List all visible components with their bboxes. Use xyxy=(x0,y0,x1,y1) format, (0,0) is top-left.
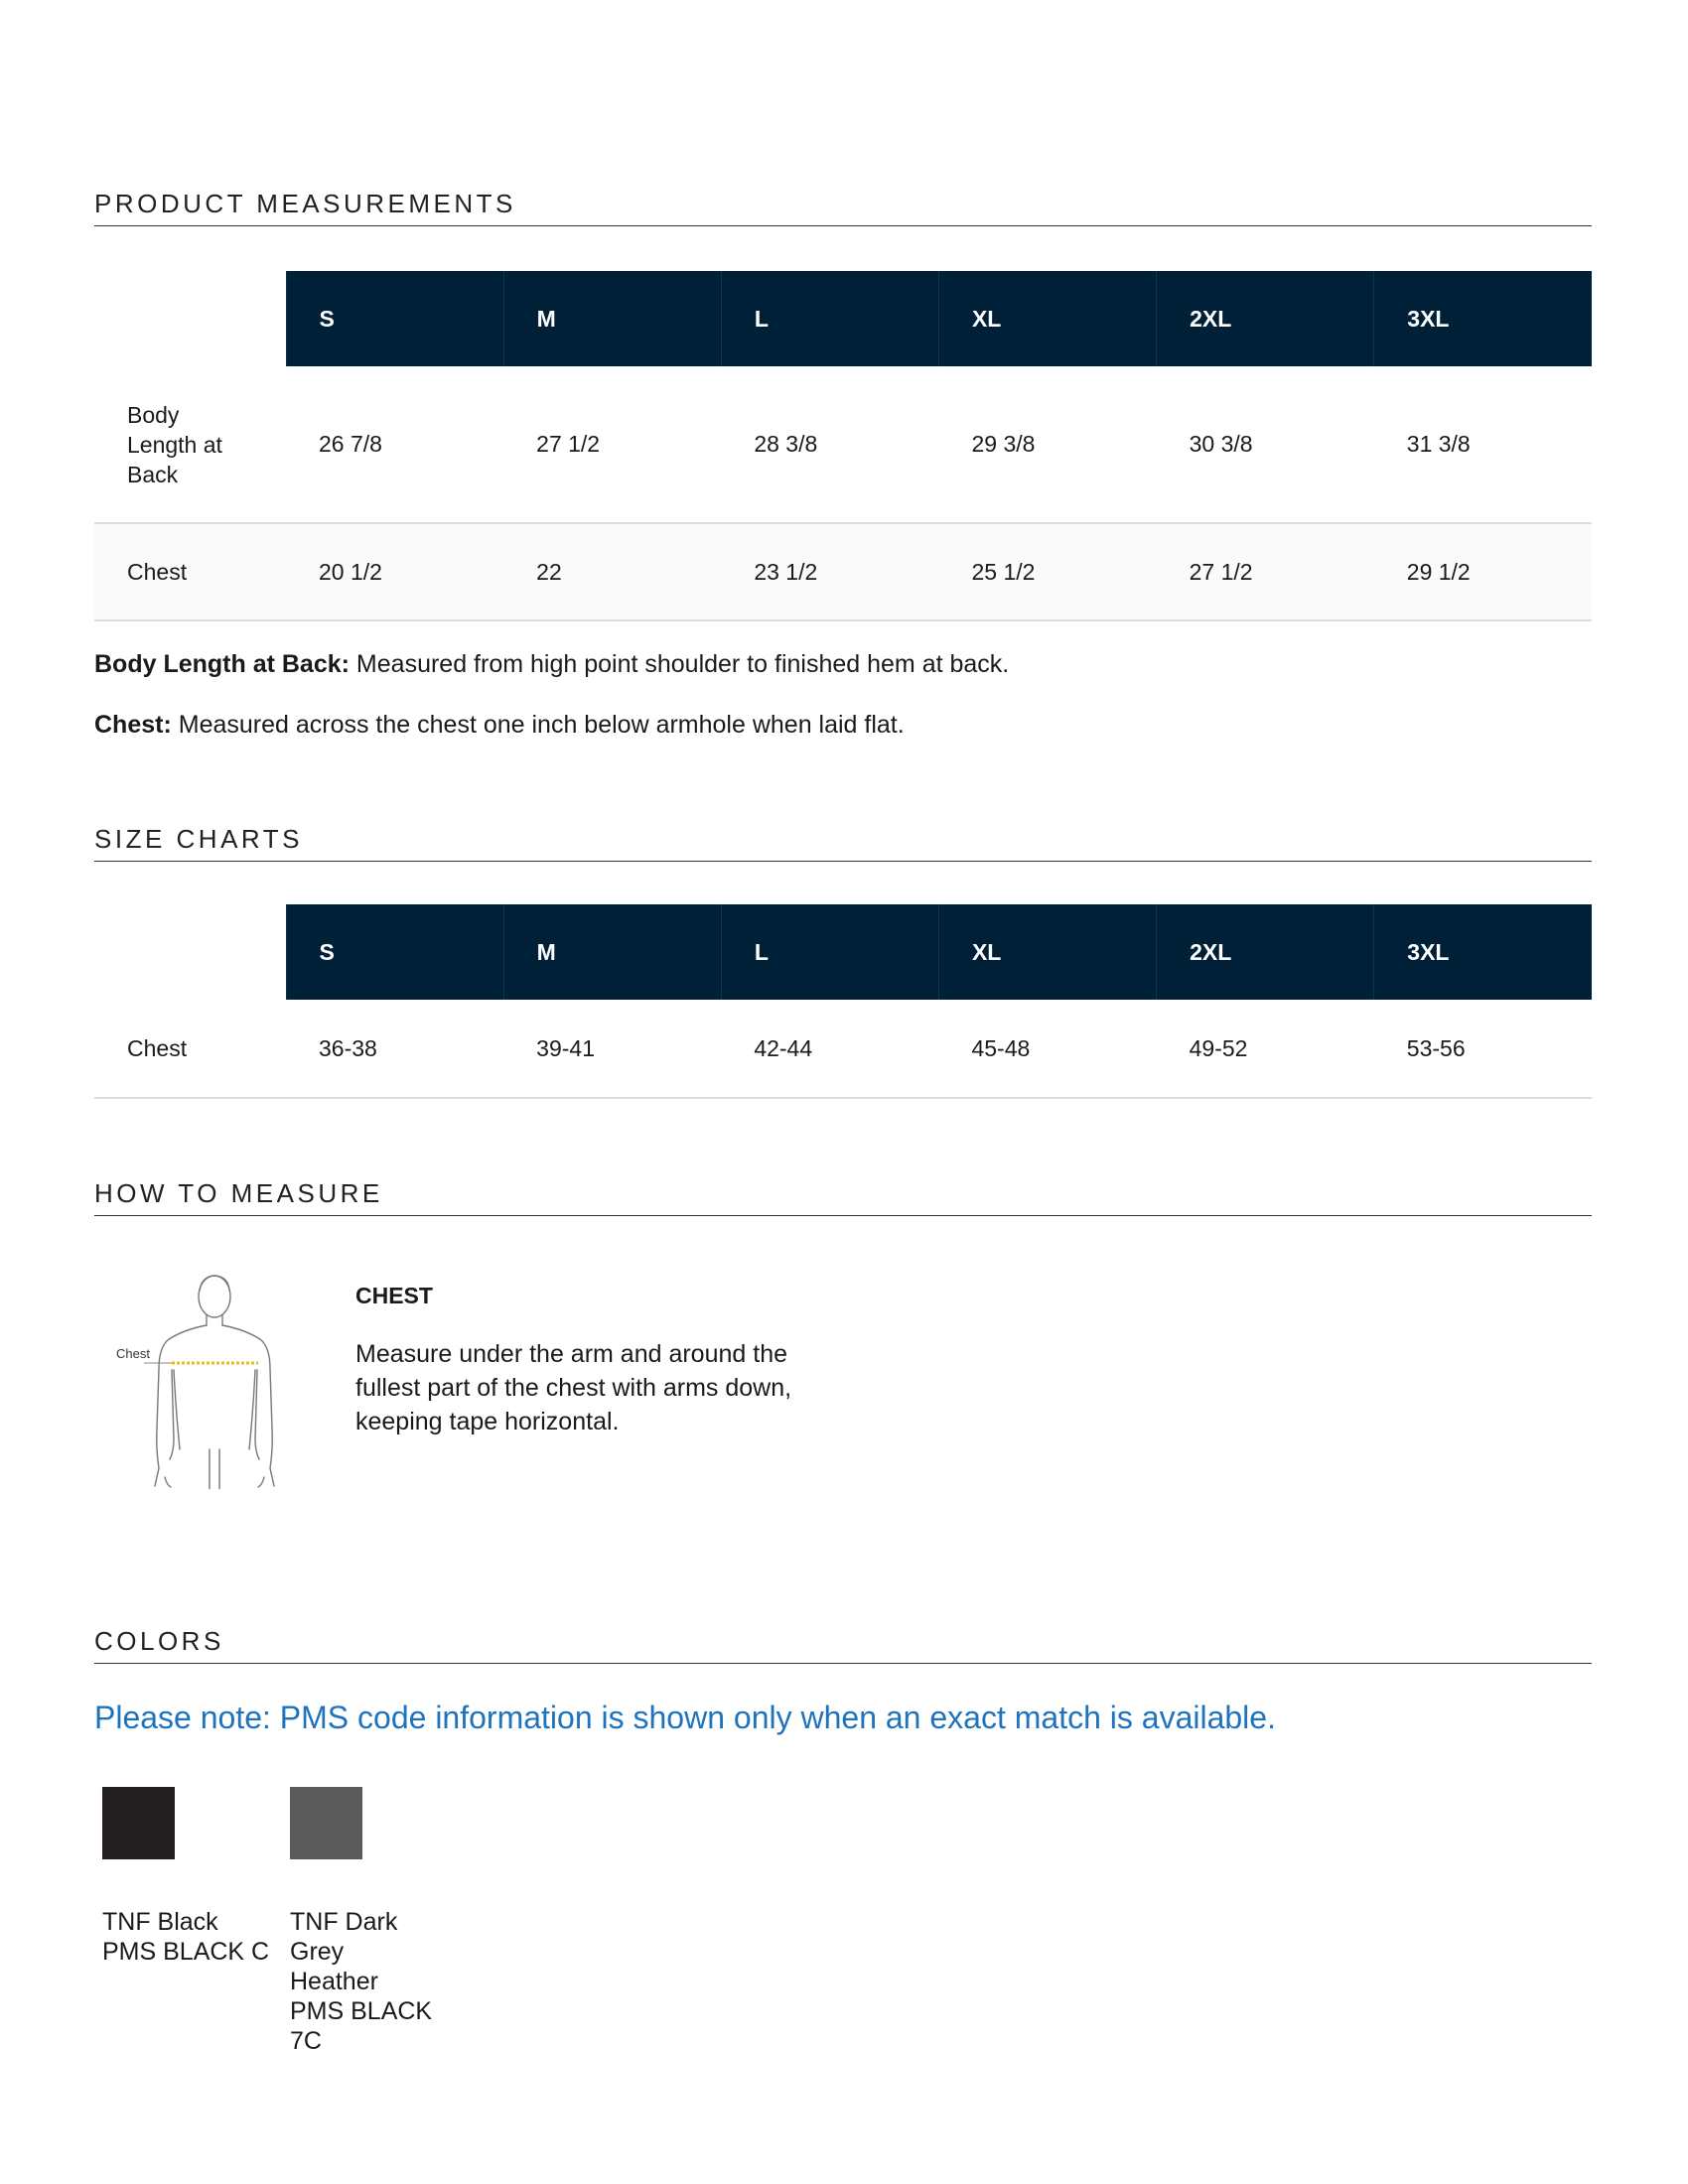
table-cell: 45-48 xyxy=(938,1000,1156,1098)
color-swatches xyxy=(94,1787,459,2056)
table-row xyxy=(94,523,1592,620)
table-row xyxy=(94,1000,1592,1098)
row-label: Chest xyxy=(94,1000,286,1098)
size-header: 3XL xyxy=(1374,271,1592,366)
note-text: Measured from high point shoulder to finished hem at back. xyxy=(349,650,1010,678)
table-cell: 39-41 xyxy=(503,1000,721,1098)
table-cell: 23 1/2 xyxy=(721,523,938,620)
pms-note: Please note: PMS code information is shown only when an exact match is available. xyxy=(94,1700,1276,1735)
size-header: M xyxy=(503,904,721,1000)
size-charts-table xyxy=(94,904,1592,1099)
size-header: XL xyxy=(938,271,1156,366)
table-cell: 28 3/8 xyxy=(721,366,938,523)
size-header: 3XL xyxy=(1374,904,1592,1000)
note-term: Chest: xyxy=(94,711,172,739)
product-measurements-table xyxy=(94,271,1592,621)
color-chip[interactable] xyxy=(102,1787,175,1859)
measurement-note xyxy=(94,650,1009,679)
size-header-row xyxy=(94,904,1592,1000)
size-header: 2XL xyxy=(1157,271,1374,366)
table-cell: 49-52 xyxy=(1157,1000,1374,1098)
table-cell: 31 3/8 xyxy=(1374,366,1592,523)
table-cell: 36-38 xyxy=(286,1000,503,1098)
size-header-row xyxy=(94,271,1592,366)
swatch-pms: PMS BLACK C xyxy=(102,1938,270,1966)
table-row xyxy=(94,366,1592,523)
colors-title: COLORS xyxy=(94,1626,1592,1664)
size-header: M xyxy=(503,271,721,366)
row-label-text: Body Length at Back xyxy=(127,401,222,487)
measure-instructions xyxy=(355,1261,832,1489)
color-chip[interactable] xyxy=(290,1787,362,1859)
swatch-name: TNF Dark Grey Heather xyxy=(290,1908,398,1995)
table-cell: 27 1/2 xyxy=(503,366,721,523)
color-swatch[interactable] xyxy=(102,1787,290,2056)
table-cell: 25 1/2 xyxy=(938,523,1156,620)
swatch-label xyxy=(102,1907,290,1967)
size-header: L xyxy=(721,271,938,366)
how-to-measure-title: HOW TO MEASURE xyxy=(94,1178,1592,1216)
swatch-label xyxy=(290,1907,439,2056)
size-charts-title: SIZE CHARTS xyxy=(94,824,1592,862)
header-blank xyxy=(94,271,286,366)
table-cell: 42-44 xyxy=(721,1000,938,1098)
color-swatch[interactable] xyxy=(290,1787,459,2056)
size-header: S xyxy=(286,904,503,1000)
table-cell: 27 1/2 xyxy=(1157,523,1374,620)
size-header: S xyxy=(286,271,503,366)
table-cell: 26 7/8 xyxy=(286,366,503,523)
header-blank xyxy=(94,904,286,1000)
table-cell: 22 xyxy=(503,523,721,620)
table-cell: 29 1/2 xyxy=(1374,523,1592,620)
row-label: Chest xyxy=(94,523,286,620)
size-header: 2XL xyxy=(1157,904,1374,1000)
size-header: XL xyxy=(938,904,1156,1000)
size-header: L xyxy=(721,904,938,1000)
chest-measure-figure xyxy=(114,1261,283,1489)
how-to-measure-block xyxy=(94,1261,832,1489)
table-cell: 29 3/8 xyxy=(938,366,1156,523)
row-label xyxy=(94,366,286,523)
figure-chest-label: Chest xyxy=(116,1346,150,1361)
measure-heading: CHEST xyxy=(355,1283,433,1308)
swatch-pms: PMS BLACK 7C xyxy=(290,1997,433,2055)
table-cell: 20 1/2 xyxy=(286,523,503,620)
note-term: Body Length at Back: xyxy=(94,650,350,678)
swatch-name: TNF Black xyxy=(102,1908,218,1936)
table-cell: 30 3/8 xyxy=(1157,366,1374,523)
table-cell: 53-56 xyxy=(1374,1000,1592,1098)
product-measurements-title: PRODUCT MEASUREMENTS xyxy=(94,189,1592,226)
measure-text: Measure under the arm and around the fullest part of the chest with arms down, keeping tape horizontal. xyxy=(355,1340,792,1435)
note-text: Measured across the chest one inch below armhole when laid flat. xyxy=(171,711,905,739)
measurement-note xyxy=(94,711,905,740)
